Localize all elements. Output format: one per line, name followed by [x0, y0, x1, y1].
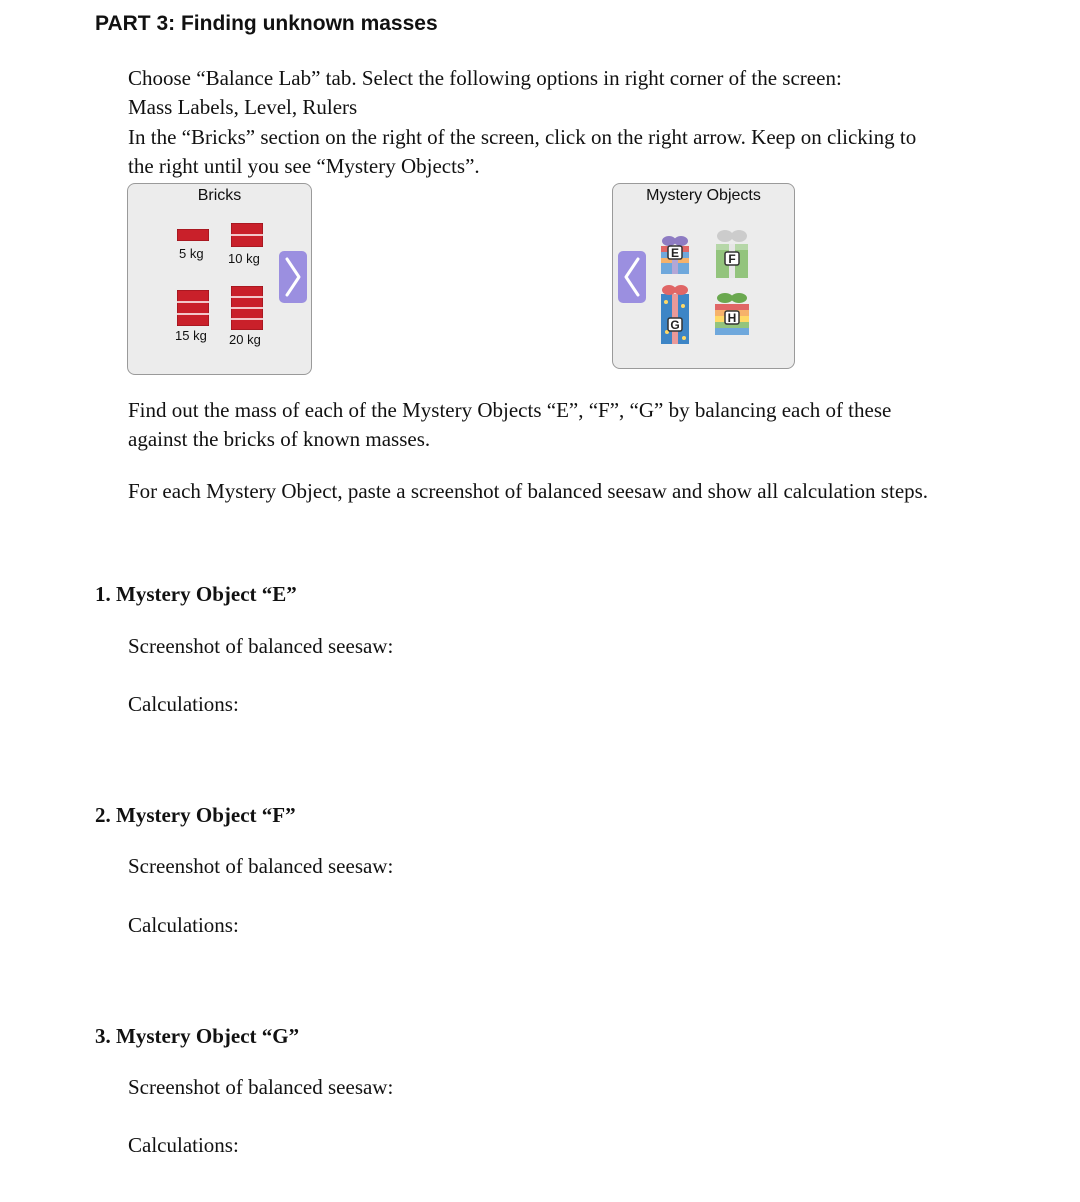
brick-5kg[interactable]: [177, 229, 209, 241]
intro-line-4: the right until you see “Mystery Objects”.: [128, 154, 480, 178]
brick-5kg-label: 5 kg: [179, 246, 204, 261]
mystery-object-h[interactable]: [712, 290, 752, 338]
instructions-line-1: Find out the mass of each of the Mystery Objects “E”, “F”, “G” by balancing each of these: [128, 398, 892, 422]
question-3-title: 3. Mystery Object “G”: [95, 1024, 300, 1048]
mystery-object-e-label: E: [670, 246, 680, 260]
mystery-objects-panel: [612, 183, 795, 369]
chevron-right-icon[interactable]: [279, 251, 307, 303]
question-2-title: 2. Mystery Object “F”: [95, 803, 296, 827]
brick-20kg[interactable]: [231, 286, 263, 330]
question-3-screenshot-label: Screenshot of balanced seesaw:: [128, 1075, 394, 1099]
bricks-panel: [127, 183, 312, 375]
bricks-panel-title: Bricks: [197, 187, 242, 204]
mystery-object-e[interactable]: [657, 232, 693, 276]
mystery-object-g[interactable]: [657, 284, 693, 346]
question-3-calculations-label: Calculations:: [128, 1133, 239, 1157]
brick-10kg-label: 10 kg: [228, 251, 260, 266]
mystery-object-h-label: H: [727, 311, 737, 325]
mystery-object-f[interactable]: [713, 226, 751, 280]
question-1-calculations-label: Calculations:: [128, 692, 239, 716]
question-2-calculations-label: Calculations:: [128, 913, 239, 937]
intro-line-2: Mass Labels, Level, Rulers: [128, 95, 358, 119]
mystery-panel-title: Mystery Objects: [646, 187, 761, 204]
brick-15kg-label: 15 kg: [175, 328, 207, 343]
mystery-object-g-label: G: [670, 318, 680, 332]
question-1-screenshot-label: Screenshot of balanced seesaw:: [128, 634, 394, 658]
brick-10kg[interactable]: [231, 223, 263, 247]
question-2-screenshot-label: Screenshot of balanced seesaw:: [128, 854, 394, 878]
page-title: PART 3: Finding unknown masses: [95, 12, 438, 35]
brick-15kg[interactable]: [177, 290, 209, 326]
intro-line-3: In the “Bricks” section on the right of the screen, click on the right arrow. Keep on clicking to: [128, 125, 917, 149]
chevron-left-icon[interactable]: [618, 251, 646, 303]
brick-20kg-label: 20 kg: [229, 332, 261, 347]
intro-line-1: Choose “Balance Lab” tab. Select the following options in right corner of the screen:: [128, 66, 842, 90]
instructions-line-3: For each Mystery Object, paste a screenshot of balanced seesaw and show all calculation steps.: [128, 479, 929, 503]
question-1-title: 1. Mystery Object “E”: [95, 582, 297, 606]
instructions-line-2: against the bricks of known masses.: [128, 427, 431, 451]
mystery-object-f-label: F: [728, 252, 736, 266]
